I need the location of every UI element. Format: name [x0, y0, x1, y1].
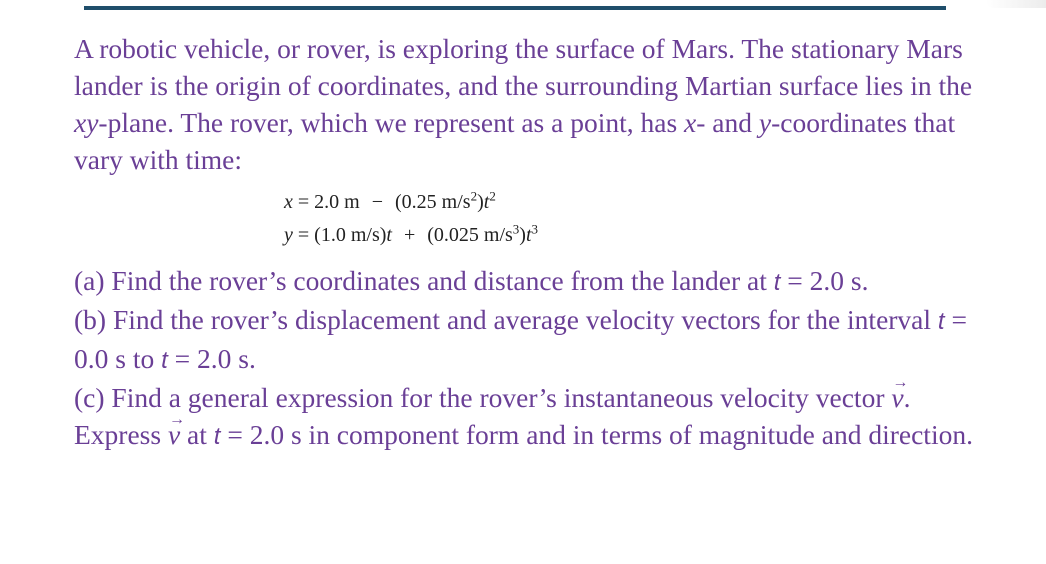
y-equation — [284, 219, 974, 252]
part-b-t1: t — [937, 308, 945, 335]
y-eq-plus: + — [403, 224, 416, 246]
part-a — [74, 262, 974, 301]
intro-paragraph — [74, 30, 974, 178]
intro-y: y — [758, 107, 772, 138]
x-eq-coef-close: ) — [477, 191, 484, 213]
x-eq-minus: − — [371, 191, 384, 213]
y-eq-coef: (0.025 m/s — [427, 224, 513, 246]
y-eq-coef-close: ) — [519, 224, 526, 246]
part-b-text-1: (b) Find the rover’s displacement and average velocity vectors for the interval — [74, 304, 938, 335]
x-eq-var: x — [284, 191, 293, 213]
part-c-t: t — [213, 423, 221, 450]
y-eq-rhs: = (1.0 m/s) — [297, 224, 387, 246]
top-divider — [84, 6, 946, 10]
part-c-text-1: (c) Find a general expression for the rover’s instantaneous velocity vector — [74, 382, 892, 413]
part-b — [74, 301, 974, 379]
part-c-text-3: at — [180, 419, 214, 450]
x-eq-coef-exp: 2 — [470, 188, 478, 204]
part-a-text-1: (a) Find the rover’s coordinates and distance from the lander at — [74, 265, 774, 296]
part-b-t2: t — [161, 347, 168, 374]
y-eq-t2-exp: 3 — [531, 221, 539, 237]
x-eq-t-exp: 2 — [489, 188, 496, 204]
part-c-text-2: . Express — [74, 382, 911, 450]
velocity-vector-symbol-2: → v — [168, 416, 180, 453]
part-b-text-2: = 0.0 s to — [74, 304, 967, 374]
problem-content — [74, 30, 974, 455]
velocity-vector-symbol: → v — [891, 379, 903, 416]
y-eq-t1: t — [386, 224, 392, 246]
y-eq-var: y — [284, 224, 293, 246]
x-eq-t: t — [483, 191, 490, 213]
intro-text-1: A robotic vehicle, or rover, is exploring the surface of Mars. The stationary Mars lander is the origin of coordinates, and the surrounding Martian surface lies in the — [74, 33, 973, 101]
part-c — [74, 379, 974, 455]
intro-xy: xy — [74, 107, 99, 138]
intro-text-4: -coordinates that vary with time: — [74, 107, 956, 175]
x-eq-coef: (0.25 m/s — [395, 191, 471, 213]
intro-text-3: - and — [696, 107, 759, 138]
equation-block — [284, 186, 974, 252]
part-b-text-3: = 2.0 s. — [167, 343, 256, 374]
corner-shade — [986, 0, 1046, 8]
part-c-text-4: = 2.0 s in component form and in terms of magnitude and direction. — [220, 419, 973, 450]
x-eq-rhs: = 2.0 m — [297, 191, 360, 213]
intro-x: x — [684, 107, 697, 138]
y-eq-t2: t — [525, 224, 532, 246]
intro-text-2: -plane. The rover, which we represent as a point, has — [98, 107, 685, 138]
y-eq-coef-exp: 3 — [512, 221, 520, 237]
x-equation — [284, 186, 974, 219]
part-a-text-2: = 2.0 s. — [780, 265, 869, 296]
part-a-t: t — [773, 269, 781, 296]
